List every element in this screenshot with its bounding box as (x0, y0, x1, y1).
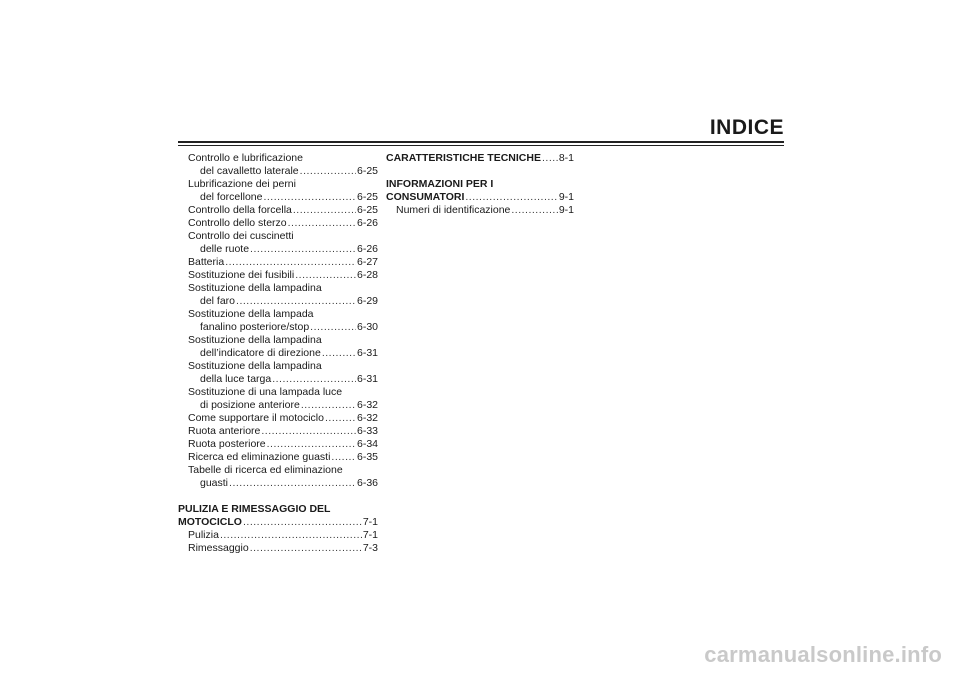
toc-leader-dots (263, 191, 356, 204)
toc-page-number: 6-30 (356, 321, 378, 333)
toc-leader-dots (465, 191, 557, 204)
toc-entry[interactable] (178, 347, 378, 360)
toc-leader-dots (225, 256, 356, 269)
toc-entry-title: della luce targa (200, 373, 272, 385)
toc-entry-title: Pulizia (188, 529, 219, 541)
toc-entry-title: Sostituzione di una lampada luce (188, 386, 343, 398)
toc-entry-title: Rimessaggio (188, 542, 249, 554)
toc-entry-title: del forcellone (200, 191, 263, 203)
toc-entry-title: Sostituzione della lampadina (188, 360, 322, 372)
toc-entry-title: del cavalletto laterale (200, 165, 299, 177)
toc-leader-dots (261, 425, 356, 438)
toc-entry-title: Sostituzione della lampada (188, 308, 314, 320)
toc-section-entry[interactable] (386, 191, 574, 204)
toc-leader-dots (293, 204, 356, 217)
toc-leader-dots (310, 321, 356, 334)
toc-entry[interactable] (178, 321, 378, 334)
toc-entry[interactable] (178, 360, 378, 373)
toc-entry-title: Sostituzione della lampadina (188, 282, 322, 294)
toc-section-entry[interactable] (178, 516, 378, 529)
toc-leader-dots (511, 204, 557, 217)
toc-entry-title: Controllo e lubrificazione (188, 152, 303, 164)
toc-entry[interactable] (178, 373, 378, 386)
toc-entry[interactable] (178, 152, 378, 165)
header-rule-thick (178, 141, 784, 143)
toc-leader-dots (288, 217, 356, 230)
toc-entry-title: Come supportare il motociclo (188, 412, 324, 424)
toc-entry-title: Ruota anteriore (188, 425, 261, 437)
toc-entry-title: CONSUMATORI (386, 191, 465, 203)
toc-page-number: 6-29 (356, 295, 378, 307)
toc-entry[interactable] (178, 464, 378, 477)
toc-page-number: 9-1 (558, 191, 574, 203)
toc-leader-dots (542, 152, 558, 165)
toc-page-number: 6-31 (356, 347, 378, 359)
watermark: carmanualsonline.info (704, 642, 942, 667)
toc-entry[interactable] (178, 191, 378, 204)
toc-entry-title: Lubrificazione dei perni (188, 178, 296, 190)
toc-entry[interactable] (178, 477, 378, 490)
toc-page-number: 6-25 (356, 204, 378, 216)
toc-page-number: 6-28 (356, 269, 378, 281)
toc-page-number: 6-32 (356, 399, 378, 411)
toc-leader-dots (300, 165, 356, 178)
toc-entry-title: Sostituzione della lampadina (188, 334, 322, 346)
toc-entry[interactable] (178, 308, 378, 321)
toc-entry[interactable] (178, 542, 378, 555)
toc-entry-title: CARATTERISTICHE TECNICHE (386, 152, 541, 164)
toc-entry[interactable] (178, 243, 378, 256)
toc-leader-dots (250, 243, 356, 256)
toc-entry[interactable] (178, 178, 378, 191)
toc-entry-title: delle ruote (200, 243, 250, 255)
page-title: INDICE (709, 116, 784, 139)
toc-entry-title: Sostituzione dei fusibili (188, 269, 295, 281)
toc-leader-dots (322, 347, 356, 360)
toc-leader-dots (267, 438, 356, 451)
toc-page-number: 6-25 (356, 165, 378, 177)
toc-entry-title: Batteria (188, 256, 225, 268)
toc-entry[interactable] (178, 386, 378, 399)
toc-entry-title: Controllo dei cuscinetti (188, 230, 294, 242)
toc-gap (386, 165, 574, 178)
toc-page-number: 6-36 (356, 477, 378, 489)
toc-entry[interactable] (178, 217, 378, 230)
toc-leader-dots (229, 477, 356, 490)
toc-section-entry[interactable] (386, 178, 574, 191)
toc-section-entry[interactable] (386, 152, 574, 165)
toc-page-number: 8-1 (558, 152, 574, 164)
toc-entry[interactable] (178, 165, 378, 178)
toc-entry-title: dell’indicatore di direzione (200, 347, 321, 359)
toc-entry-title: Controllo della forcella (188, 204, 292, 216)
toc-leader-dots (243, 516, 362, 529)
toc-gap (178, 490, 378, 503)
toc-left-column (178, 152, 378, 555)
toc-entry-title: MOTOCICLO (178, 516, 242, 528)
toc-entry[interactable] (178, 230, 378, 243)
toc-section-entry[interactable] (178, 503, 378, 516)
toc-page-number: 6-26 (356, 217, 378, 229)
toc-page-number: 6-35 (356, 451, 378, 463)
toc-page-number: 6-33 (356, 425, 378, 437)
toc-right-column (386, 152, 574, 217)
toc-entry-title: INFORMAZIONI PER I (386, 178, 494, 190)
toc-entry-title: PULIZIA E RIMESSAGGIO DEL (178, 503, 331, 515)
toc-entry-title: del faro (200, 295, 236, 307)
toc-page-number: 6-25 (356, 191, 378, 203)
toc-page-number: 6-34 (356, 438, 378, 450)
toc-entry[interactable] (178, 295, 378, 308)
toc-entry[interactable] (178, 282, 378, 295)
toc-page-number: 7-3 (362, 542, 378, 554)
toc-entry[interactable] (178, 399, 378, 412)
toc-page-number: 6-27 (356, 256, 378, 268)
toc-leader-dots (331, 451, 356, 464)
toc-leader-dots (295, 269, 356, 282)
toc-page-number: 6-32 (356, 412, 378, 424)
toc-entry[interactable] (178, 256, 378, 269)
toc-entry-title: fanalino posteriore/stop (200, 321, 310, 333)
toc-page-number: 7-1 (362, 516, 378, 528)
toc-entry[interactable] (178, 269, 378, 282)
toc-leader-dots (325, 412, 356, 425)
toc-entry[interactable] (178, 412, 378, 425)
header-rule-thin (178, 145, 784, 146)
toc-entry-title: Ruota posteriore (188, 438, 266, 450)
toc-page-number: 6-26 (356, 243, 378, 255)
toc-entry-title: Ricerca ed eliminazione guasti (188, 451, 331, 463)
toc-page-number: 9-1 (558, 204, 574, 216)
toc-leader-dots (272, 373, 356, 386)
toc-page-number: 7-1 (362, 529, 378, 541)
toc-entry-title: di posizione anteriore (200, 399, 300, 411)
toc-leader-dots (301, 399, 356, 412)
toc-entry-title: Tabelle di ricerca ed eliminazione (188, 464, 343, 476)
toc-entry[interactable] (178, 334, 378, 347)
toc-entry[interactable] (386, 204, 574, 217)
toc-entry[interactable] (178, 204, 378, 217)
toc-entry[interactable] (178, 451, 378, 464)
toc-entry[interactable] (178, 529, 378, 542)
toc-entry-title: Controllo dello sterzo (188, 217, 287, 229)
toc-entry[interactable] (178, 438, 378, 451)
toc-page-number: 6-31 (356, 373, 378, 385)
toc-leader-dots (236, 295, 356, 308)
toc-entry[interactable] (178, 425, 378, 438)
toc-entry-title: Numeri di identificazione (396, 204, 511, 216)
toc-leader-dots (220, 529, 362, 542)
toc-entry-title: guasti (200, 477, 229, 489)
toc-leader-dots (250, 542, 362, 555)
